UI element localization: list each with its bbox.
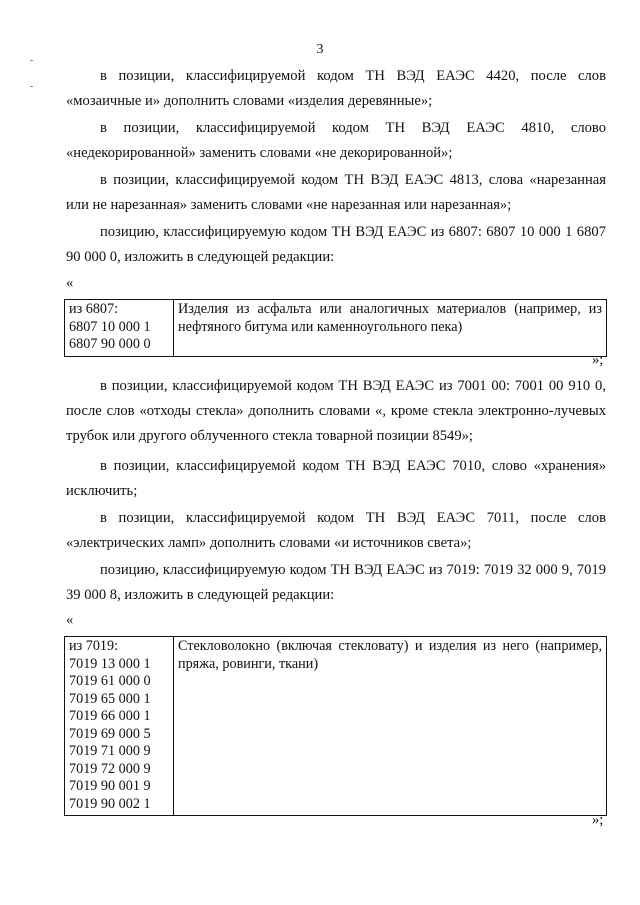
code-line: из 6807: bbox=[69, 301, 119, 317]
code-line: 6807 10 000 1 bbox=[69, 318, 151, 335]
code-line: 6807 90 000 0 bbox=[69, 336, 151, 352]
table-7019 bbox=[64, 636, 607, 816]
paragraph-4813: в позиции, классифицируемой кодом ТН ВЭД ЕАЭС 4813, слова «нарезанная или не нарезанная» заменить словами «не нарезанная или нарезанная»; bbox=[66, 172, 606, 213]
paragraph-7019: позицию, классифицируемую кодом ТН ВЭД ЕАЭС из 7019: 7019 32 000 9, 7019 39 000 8, изложить в следующей редакции: bbox=[66, 562, 606, 603]
paragraph-4420: в позиции, классифицируемой кодом ТН ВЭД ЕАЭС 4420, после слов «мозаичные и» дополнить словами «изделия деревянные»; bbox=[66, 68, 606, 109]
code-line: из 7019: bbox=[69, 638, 119, 654]
table-6807 bbox=[64, 299, 607, 357]
code-line: 7019 61 000 0 bbox=[69, 673, 151, 689]
paragraph-7001: в позиции, классифицируемой кодом ТН ВЭД ЕАЭС из 7001 00: 7001 00 910 0, после слов «отходы стекла» дополнить словами «, кроме стекла электронно-лучевых трубок или другого облученного стекла товарной позиции 8549»; bbox=[66, 378, 606, 444]
quote-close: »; bbox=[592, 812, 604, 828]
paragraph-6807: позицию, классифицируемую кодом ТН ВЭД ЕАЭС из 6807: 6807 10 000 1 6807 90 000 0, изложить в следующей редакции: bbox=[66, 224, 606, 265]
quote-open: « bbox=[66, 612, 74, 628]
quote-open: « bbox=[66, 275, 74, 291]
code-line: 7019 65 000 1 bbox=[69, 690, 151, 707]
code-line: 7019 66 000 1 bbox=[69, 708, 151, 724]
paragraph-4810: в позиции, классифицируемой кодом ТН ВЭД ЕАЭС 4810, слово «недекорированной» заменить словами «не декорированной»; bbox=[66, 120, 606, 161]
code-line: 7019 71 000 9 bbox=[69, 743, 151, 759]
code-line: 7019 69 000 5 bbox=[69, 725, 151, 742]
paragraph-7010: в позиции, классифицируемой кодом ТН ВЭД ЕАЭС 7010, слово «хранения» исключить; bbox=[66, 458, 606, 499]
table-row bbox=[65, 637, 607, 816]
scan-mark bbox=[30, 60, 33, 61]
table-row bbox=[65, 300, 607, 357]
code-cell bbox=[65, 300, 174, 357]
code-line: 7019 90 002 1 bbox=[69, 795, 151, 812]
paragraph-7011: в позиции, классифицируемой кодом ТН ВЭД ЕАЭС 7011, после слов «электрических ламп» дополнить словами «и источников света»; bbox=[66, 510, 606, 551]
code-line: 7019 13 000 1 bbox=[69, 655, 151, 672]
description-cell: Стекловолокно (включая стекловату) и изделия из него (например, пряжа, ровинги, ткани) bbox=[174, 637, 607, 816]
description-cell: Изделия из асфальта или аналогичных материалов (например, из нефтяного битума или каменноугольного пека) bbox=[174, 300, 607, 357]
code-line: 7019 90 001 9 bbox=[69, 778, 151, 794]
quote-close: »; bbox=[592, 352, 604, 368]
page-number: 3 bbox=[316, 42, 324, 57]
scan-mark bbox=[30, 86, 33, 87]
code-line: 7019 72 000 9 bbox=[69, 760, 151, 777]
code-cell bbox=[65, 637, 174, 816]
